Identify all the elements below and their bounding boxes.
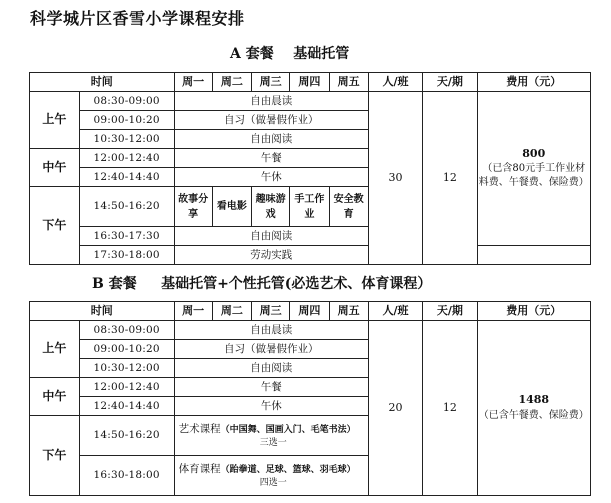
fee-note: （已含80元手工作业材料费、午餐费、保险费） bbox=[478, 163, 589, 188]
slot-time: 16:30-17:30 bbox=[79, 227, 174, 246]
slot-time: 08:30-09:00 bbox=[79, 92, 174, 111]
period-afternoon: 下午 bbox=[30, 187, 80, 265]
sports-course-cell bbox=[174, 456, 368, 496]
header-row bbox=[30, 302, 591, 321]
sports-course-label: 体育课程 bbox=[178, 462, 221, 475]
slot-time: 09:00-10:20 bbox=[79, 111, 174, 130]
header-wed: 周三 bbox=[252, 302, 290, 321]
slot-activity: 午休 bbox=[174, 397, 368, 416]
slot-activity: 午休 bbox=[174, 168, 368, 187]
fee-cell bbox=[477, 321, 590, 496]
slot-time: 12:00-12:40 bbox=[79, 378, 174, 397]
slot-activity: 自由阅读 bbox=[174, 130, 368, 149]
header-tue: 周二 bbox=[212, 302, 251, 321]
sports-course-note: 四选一 bbox=[259, 477, 287, 488]
slot-activity: 自由晨读 bbox=[174, 92, 368, 111]
per-class-value: 20 bbox=[368, 321, 422, 496]
header-fee: 费用（元） bbox=[477, 73, 590, 92]
days-value: 12 bbox=[423, 321, 477, 496]
slot-time: 17:30-18:00 bbox=[79, 246, 174, 265]
slot-time: 12:40-14:40 bbox=[79, 168, 174, 187]
art-course-cell bbox=[174, 416, 368, 456]
table-row bbox=[30, 92, 591, 111]
period-morning: 上午 bbox=[30, 321, 80, 378]
activity-tue: 看电影 bbox=[212, 187, 251, 227]
per-class-value: 30 bbox=[368, 92, 422, 265]
package-a-table bbox=[29, 72, 591, 265]
art-course-note: 三选一 bbox=[259, 437, 287, 448]
slot-activity: 自习（做暑假作业） bbox=[174, 111, 368, 130]
period-noon: 中午 bbox=[30, 378, 80, 416]
header-time: 时间 bbox=[30, 302, 175, 321]
header-mon: 周一 bbox=[174, 302, 212, 321]
header-tue: 周二 bbox=[212, 73, 251, 92]
slot-activity: 自由晨读 bbox=[174, 321, 368, 340]
header-per-class: 人/班 bbox=[368, 73, 422, 92]
slot-activity: 午餐 bbox=[174, 378, 368, 397]
period-morning: 上午 bbox=[30, 92, 80, 149]
sports-course-options: （跆拳道、足球、篮球、羽毛球） bbox=[220, 464, 356, 475]
header-fri: 周五 bbox=[329, 302, 368, 321]
days-value: 12 bbox=[423, 92, 477, 265]
table-row bbox=[30, 321, 591, 340]
fee-value: 800 bbox=[522, 146, 546, 160]
header-row bbox=[30, 73, 591, 92]
activity-wed: 趣味游戏 bbox=[252, 187, 290, 227]
header-thu: 周四 bbox=[290, 302, 329, 321]
slot-time: 12:40-14:40 bbox=[79, 397, 174, 416]
slot-time: 12:00-12:40 bbox=[79, 149, 174, 168]
activity-mon: 故事分享 bbox=[174, 187, 212, 227]
header-time: 时间 bbox=[30, 73, 175, 92]
period-afternoon: 下午 bbox=[30, 416, 80, 496]
fee-cell bbox=[477, 92, 590, 246]
package-a-title: A 套餐 基础托管 bbox=[230, 46, 350, 62]
table-row bbox=[30, 246, 591, 265]
slot-activity: 劳动实践 bbox=[174, 246, 368, 265]
package-b-title: B 套餐 基础托管+个性托管(必选艺术、体育课程） bbox=[92, 276, 432, 292]
slot-time: 10:30-12:00 bbox=[79, 359, 174, 378]
slot-activity: 午餐 bbox=[174, 149, 368, 168]
fee-value: 1488 bbox=[518, 392, 550, 406]
activity-fri: 安全教育 bbox=[329, 187, 368, 227]
slot-activity: 自由阅读 bbox=[174, 359, 368, 378]
slot-time: 08:30-09:00 bbox=[79, 321, 174, 340]
header-per-class: 人/班 bbox=[368, 302, 422, 321]
period-noon: 中午 bbox=[30, 149, 80, 187]
package-b-table bbox=[29, 301, 591, 496]
fee-note: （已含午餐费、保险费） bbox=[478, 409, 589, 421]
fee-blank-cell bbox=[477, 246, 590, 265]
page-title: 科学城片区香雪小学课程安排 bbox=[30, 9, 245, 28]
slot-activity: 自由阅读 bbox=[174, 227, 368, 246]
header-wed: 周三 bbox=[252, 73, 290, 92]
header-days: 天/期 bbox=[423, 73, 477, 92]
slot-activity: 自习（做暑假作业） bbox=[174, 340, 368, 359]
header-fee: 费用（元） bbox=[477, 302, 590, 321]
slot-time: 14:50-16:20 bbox=[79, 416, 174, 456]
header-days: 天/期 bbox=[423, 302, 477, 321]
activity-thu: 手工作业 bbox=[290, 187, 329, 227]
slot-time: 16:30-18:00 bbox=[79, 456, 174, 496]
slot-time: 10:30-12:00 bbox=[79, 130, 174, 149]
slot-time: 09:00-10:20 bbox=[79, 340, 174, 359]
art-course-label: 艺术课程 bbox=[178, 422, 221, 435]
header-mon: 周一 bbox=[174, 73, 212, 92]
slot-time: 14:50-16:20 bbox=[79, 187, 174, 227]
header-thu: 周四 bbox=[290, 73, 329, 92]
header-fri: 周五 bbox=[329, 73, 368, 92]
art-course-options: （中国舞、国画入门、毛笔书法） bbox=[220, 424, 356, 435]
